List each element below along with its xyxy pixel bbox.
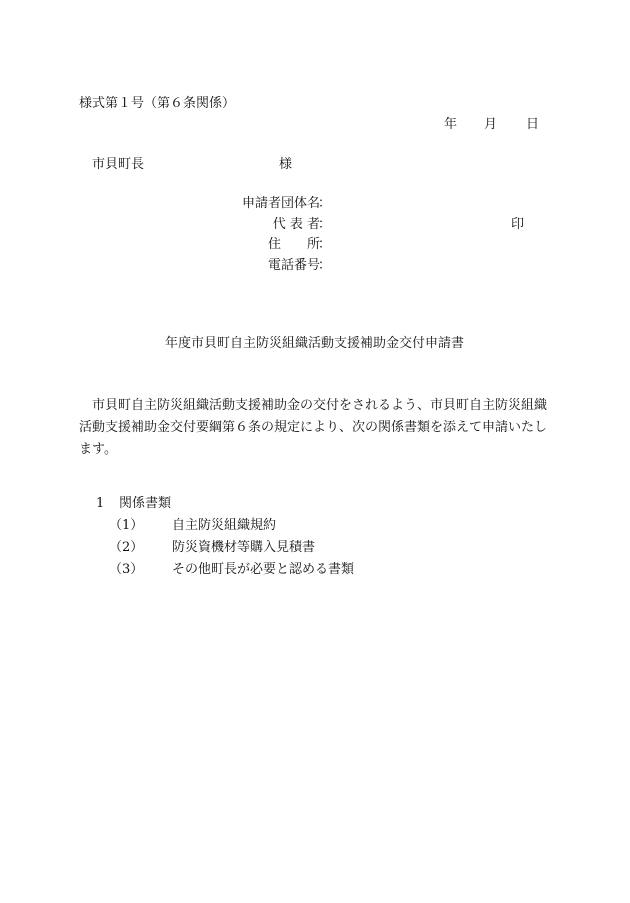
list-item: [96, 541, 354, 563]
document-title: 年度市貝町自主防災組織活動支援補助金交付申請書: [165, 336, 465, 351]
date-month: 月: [484, 117, 498, 132]
list-item-number: （2）: [109, 540, 144, 555]
date-day: 日: [526, 117, 540, 132]
documents-number: 1: [96, 496, 105, 511]
applicant-address-label: 住 所: [267, 237, 320, 252]
list-item-number: （3）: [109, 562, 144, 577]
addressee-honorific: 様: [279, 157, 293, 172]
body-paragraph: 市貝町自主防災組織活動支援補助金の交付をされるよう、市貝町自主防災組織活動支援補助金交付要綱第６条の規定により、次の関係書類を添えて申請いたします。: [79, 398, 548, 457]
date-year: 年: [444, 117, 458, 132]
list-item-text: 自主防災組織規約: [172, 518, 277, 533]
addressee-name: 市貝町長: [92, 157, 145, 172]
documents-heading-text: 関係書類: [119, 496, 172, 511]
list-item-text: その他町長が必要と認める書類: [172, 562, 355, 577]
applicant-org-label: 申請者団体名: [241, 196, 320, 211]
applicant-rep-label: 代 表 者: [272, 217, 320, 232]
applicant-address-colon: ：: [318, 237, 332, 252]
application-body: [79, 395, 549, 461]
list-item-text: 防災資機材等購入見積書: [172, 540, 316, 555]
list-item-number: （1）: [109, 518, 144, 533]
form-number: 様式第１号（第６条関係）: [79, 96, 236, 111]
applicant-phone-label: 電話番号: [267, 258, 320, 273]
documents-list: [96, 497, 354, 585]
applicant-org-colon: ：: [318, 196, 332, 211]
applicant-phone-colon: ：: [318, 258, 332, 273]
documents-heading: [96, 497, 354, 519]
list-item: [96, 563, 354, 585]
seal-mark: 印: [511, 217, 525, 232]
list-item: [96, 519, 354, 541]
applicant-rep-colon: ：: [318, 217, 332, 232]
